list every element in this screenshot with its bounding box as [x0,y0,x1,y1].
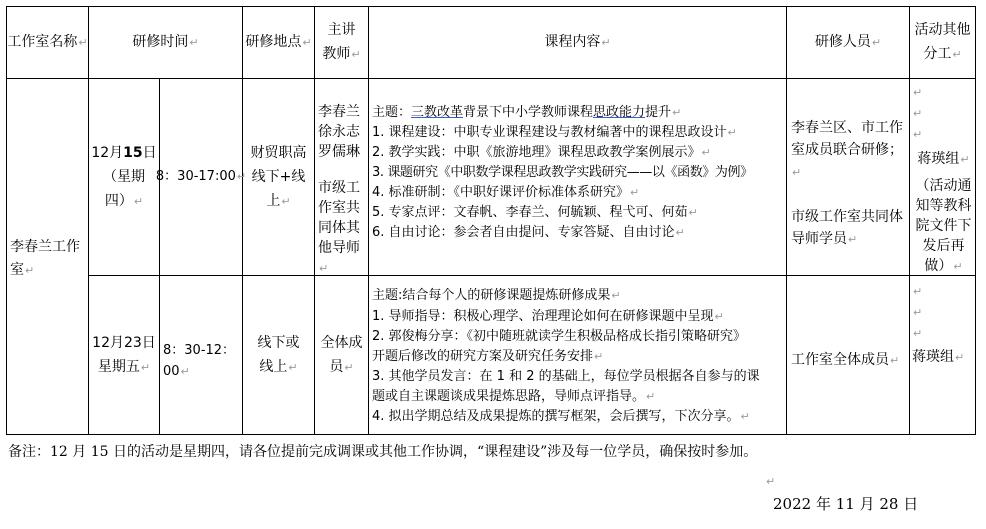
document-date: 2022 年 11 月 28 日 [773,495,919,513]
row2-content-item: 开题后修改的研究方案及研究任务安排↵ [372,349,604,364]
header-time: 研修时间↵ [132,34,199,50]
row1-content-item: 5. 专家点评：文春帆、李春兰、何毓颖、程弋可、何茹↵ [372,205,698,220]
row2-content-item: 4. 拟出学期总结及成果提炼的撰写框架，会后撰写，下次分享。↵ [372,409,750,424]
row1-teachers: 李春兰 徐永志 罗儒琳 市级工 作室共 同体其 他导师↵ [318,104,360,275]
row1-content-item: 6. 自由讨论：参会者自由提问、专家答疑、自由讨论↵ [372,225,685,240]
row2-content [372,286,786,427]
header-other: 活动其他 分工↵ [914,22,971,62]
end-mark: ↵ [766,475,776,488]
header-studio: 工作室名称↵ [7,34,88,50]
row1-content-item: 4. 标准研制：《中职好课评价标准体系研究》↵ [372,185,640,200]
row1-content-item: 3. 课题研究《中职数学课程思政教学实践研究——以《函数》为例》 [372,165,753,180]
row2-content-title: 主题:结合每个人的研修课题提炼研修成果↵ [372,288,621,303]
row1-content [372,103,786,243]
row2-content-item: 题或自主课题谈成果提炼思路，导师点评指导。↵ [372,389,656,404]
row2-place: 线下或 线上↵ [257,334,300,375]
header-teacher: 主讲 教师↵ [322,22,361,62]
row2-content-item: 2. 郭俊梅分享：《初中随班就读学生积极品格成长指引策略研究》 [372,329,747,344]
row2-teachers: 全体成 员↵ [320,334,363,375]
row1-content-title: 主题：三教改革背景下中小学教师课程思政能力提升↵ [372,105,682,120]
row1-date: 12月15日 （星期 四）↵ [91,144,157,209]
row2-other: ↵ ↵ ↵ 蒋瑛组↵ [912,285,965,365]
row2-time: 8：30-12： 00↵ [163,343,236,379]
studio-name: 李春兰工作 室↵ [10,239,80,278]
row1-content-item: 1. 课程建设：中职专业课程建设与教材编著中的课程思政设计↵ [372,125,737,140]
row1-time: 8：30-17:00↵ [155,169,247,184]
row1-place: 财贸职高 线下+线 上↵ [250,144,307,209]
row2-content-item: 3. 其他学员发言：在 1 和 2 的基础上，每位学员根据各自参与的课 [372,369,760,384]
row1-members: 李春兰区、市工作 室成员联合研修；↵ 市级工作室共同体 导师学员↵ [791,120,903,247]
row2-members: 工作室全体成员↵ [791,352,900,368]
header-place: 研修地点↵ [245,34,312,50]
remark-note: 备注：12 月 15 日的活动是星期四，请各位提前完成调课或其他工作协调，“课程建设”涉及每一位学员，确保按时参加。 [8,444,758,460]
header-members: 研修人员↵ [814,34,882,50]
header-content: 课程内容↵ [544,34,611,50]
row2-date: 12月23日 星期五↵ [92,334,156,375]
row2-content-item: 1. 导师指导：积极心理学、治理理论如何在研修课题中呈现↵ [372,309,724,324]
row1-content-item: 2. 教学实践：中职《旅游地理》课程思政教学案例展示》↵ [372,145,711,160]
row1-other: ↵ ↵ ↵ 蒋瑛组↵ （活动通 知等教科 院文件下 发后再 做）↵ [913,86,972,274]
